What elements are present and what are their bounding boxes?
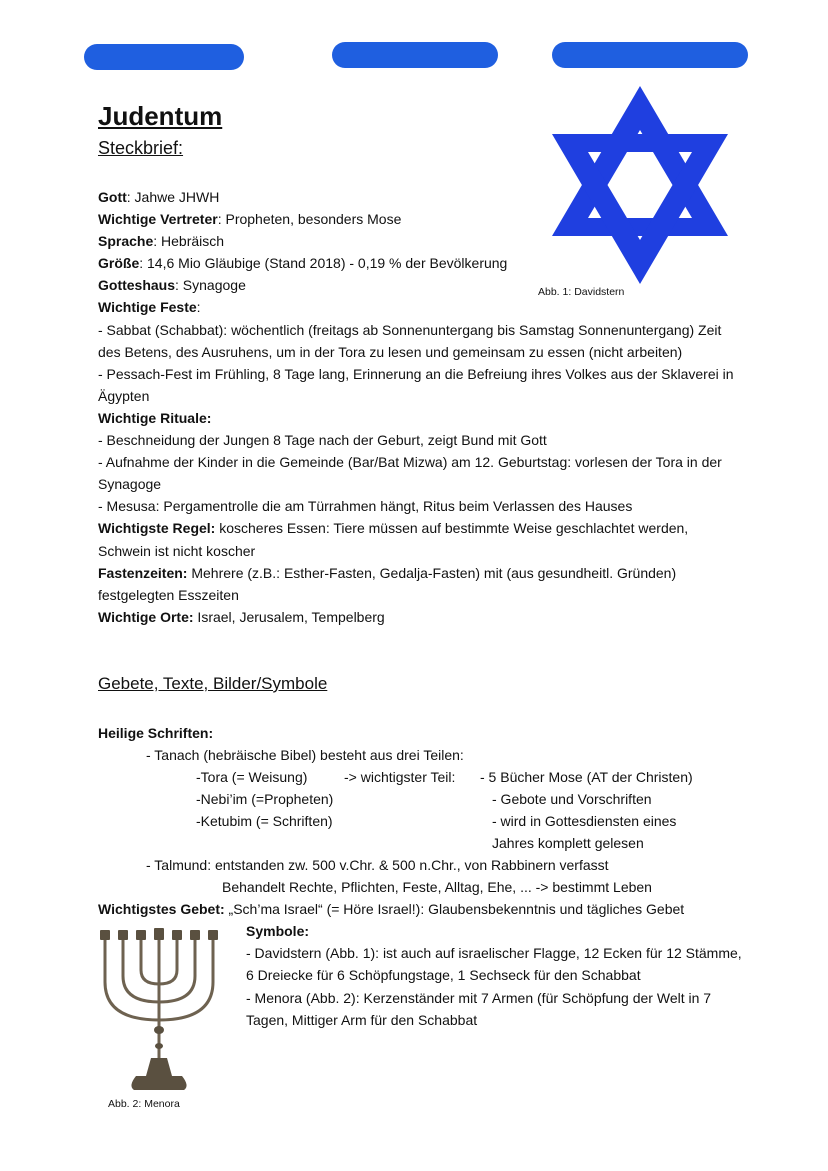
tora-note: - 5 Bücher Mose (AT der Christen): [480, 769, 693, 785]
page-subtitle: Steckbrief:: [98, 138, 184, 158]
ritual-item: - Mesusa: Pergamentrolle die am Türrahmen hängt, Ritus beim Verlassen des Hauses: [98, 498, 633, 515]
tora-arrow: -> wichtigster Teil:: [344, 769, 456, 785]
talmud-line: Behandelt Rechte, Pflichten, Feste, Alltag, Ehe, ... -> bestimmt Leben: [222, 879, 652, 895]
figure-caption: Abb. 1: Davidstern: [538, 286, 625, 298]
symbol-item: - Davidstern (Abb. 1): ist auch auf israelischer Flagge, 12 Ecken für 12 Stämme, 6 Dreiecke für 6 Schöpfungstage, 1 Sechseck für den Schabbat: [246, 945, 742, 984]
schriften-heading: Heilige Schriften:: [98, 725, 214, 741]
section-heading: Gebete, Texte, Bilder/Symbole: [98, 674, 328, 693]
fact-line-gotteshaus: Gotteshaus: Synagoge: [98, 277, 246, 294]
fact-line-vertreter: Wichtige Vertreter: Propheten, besonders Mose: [98, 211, 402, 228]
page-title: Judentum: [98, 101, 223, 131]
rituale-heading: Wichtige Rituale:: [98, 409, 212, 426]
tora-line: -Tora (= Weisung): [196, 769, 308, 785]
ketubim-note: Jahres komplett gelesen: [492, 835, 644, 851]
fact-line-sprache: Sprache: Hebräisch: [98, 233, 225, 250]
gebet-line: Wichtigstes Gebet: „Sch’ma Israel“ (= Höre Israel!): Glaubensbekenntnis und tägliches Gebet: [98, 901, 685, 917]
menorah-icon: [96, 926, 222, 1094]
nebiim-note: - Gebote und Vorschriften: [492, 791, 652, 807]
feste-item: - Pessach-Fest im Frühling, 8 Tage lang, Erinnerung an die Befreiung ihres Volkes aus der Sklaverei in Ägypten: [98, 365, 734, 404]
symbols-block: [246, 920, 746, 1031]
feste-item: - Sabbat (Schabbat): wöchentlich (freitags ab Sonnenuntergang bis Samstag Sonnenuntergang) Zeit des Betens, des Ausruhens, um in der Tora zu lesen und gemeinsam zu essen (nicht arbeiten): [98, 321, 722, 360]
ritual-item: - Beschneidung der Jungen 8 Tage nach der Geburt, zeigt Bund mit Gott: [98, 432, 547, 449]
talmud-line: - Talmund: entstanden zw. 500 v.Chr. & 500 n.Chr., von Rabbinern verfasst: [146, 857, 609, 873]
symbol-item: - Menora (Abb. 2): Kerzenständer mit 7 Armen (für Schöpfung der Welt in 7 Tagen, Mittiger Arm für den Schabbat: [246, 989, 712, 1028]
ketubim-note: - wird in Gottesdiensten eines: [492, 813, 677, 829]
fact-line-feste: Wichtige Feste:: [98, 299, 201, 316]
nebiim-line: -Nebi’im (=Propheten): [196, 791, 334, 807]
symbols-heading: Symbole:: [246, 923, 310, 939]
redaction-mark: [332, 42, 498, 68]
ritual-item: - Aufnahme der Kinder in die Gemeinde (Bar/Bat Mizwa) am 12. Geburtstag: vorlesen der Tora in der Synagoge: [98, 454, 722, 493]
figure-caption: Abb. 2: Menora: [108, 1098, 180, 1110]
fact-line-gott: Gott: Jahwe JHWH: [98, 189, 220, 205]
tanach-line: - Tanach (hebräische Bibel) besteht aus drei Teilen:: [146, 747, 464, 763]
fact-line-fasten: Fastenzeiten: Mehrere (z.B.: Esther-Fasten, Gedalja-Fasten) mit (aus gesundheitl. Gründen) festgelegten Esszeiten: [98, 564, 677, 603]
ketubim-line: -Ketubim (= Schriften): [196, 813, 333, 829]
fact-line-regel: Wichtigste Regel: koscheres Essen: Tiere müssen auf bestimmte Weise geschlachtet werden, Schwein ist nicht koscher: [98, 520, 689, 559]
redaction-mark: [84, 44, 244, 70]
fact-line-groesse: Größe: 14,6 Mio Gläubige (Stand 2018) - 0,19 % der Bevölkerung: [98, 255, 508, 272]
redaction-mark: [552, 42, 748, 68]
fact-line-orte: Wichtige Orte: Israel, Jerusalem, Tempelberg: [98, 608, 385, 625]
fact-sheet: [98, 186, 738, 628]
